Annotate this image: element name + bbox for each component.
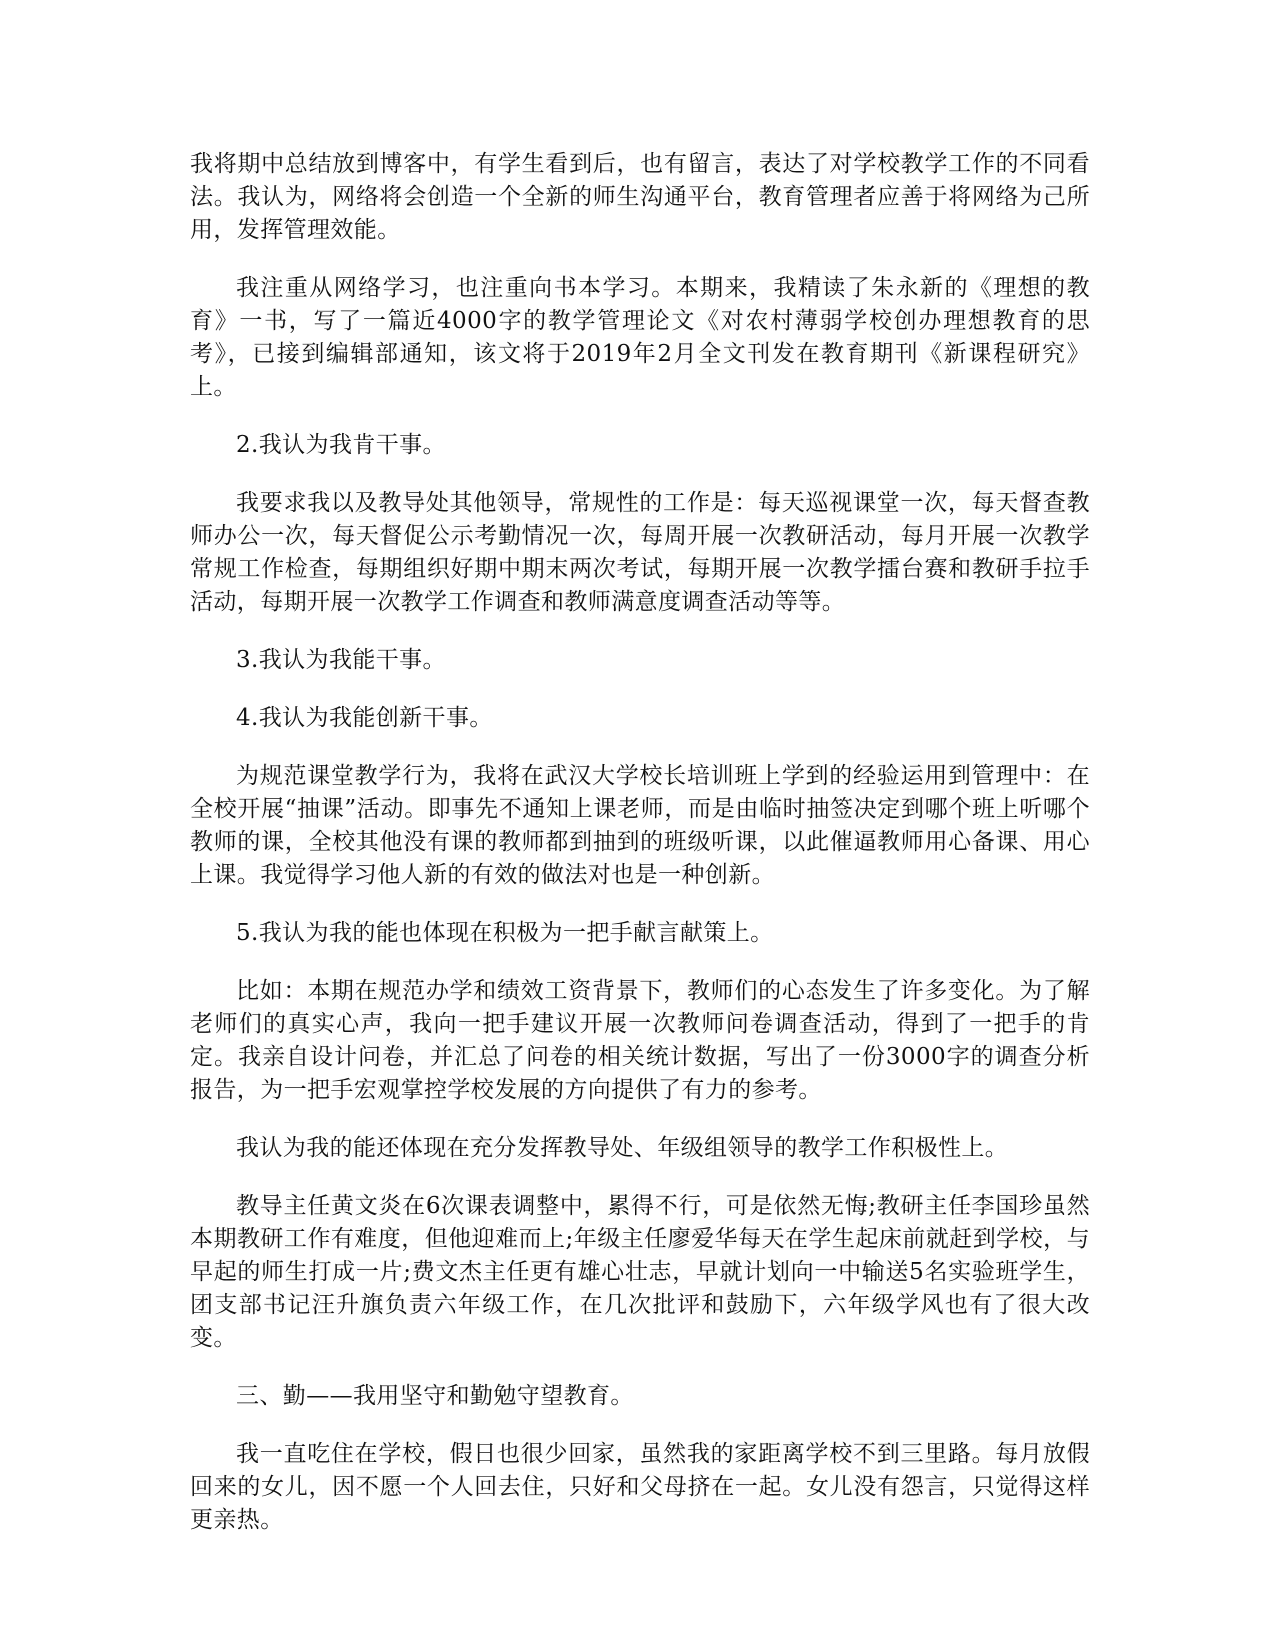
paragraph-living-at-school: 我一直吃住在学校，假日也很少回家，虽然我的家距离学校不到三里路。每月放假回来的女儿，因不愿一个人回去住，只好和父母挤在一起。女儿没有怨言，只觉得这样更亲热。 — [190, 1441, 1090, 1533]
paragraph-leadership-motivation: 我认为我的能还体现在充分发挥教导处、年级组领导的教学工作积极性上。 — [236, 1135, 1009, 1161]
paragraph-teacher-survey: 比如：本期在规范办学和绩效工资背景下，教师们的心态发生了许多变化。为了解老师们的真实心声，我向一把手建议开展一次教师问卷调查活动，得到了一把手的肯定。我亲自设计问卷，并汇总了问卷的相关统计数据，写出了一份3000字的调查分析报告，为一把手宏观掌控学校发展的方向提供了有力的参考。 — [190, 978, 1090, 1103]
heading-innovative-work: 4.我认为我能创新干事。 — [236, 705, 493, 731]
heading-willing-to-work: 2.我认为我肯干事。 — [236, 432, 446, 458]
paragraph-blog-summary: 我将期中总结放到博客中，有学生看到后，也有留言，表达了对学校教学工作的不同看法。我认为，网络将会创造一个全新的师生沟通平台，教育管理者应善于将网络为己所用，发挥管理效能。 — [190, 151, 1090, 243]
heading-advice-to-leader: 5.我认为我的能也体现在积极为一把手献言献策上。 — [236, 920, 774, 946]
document-body — [190, 148, 1090, 1562]
heading-diligence: 三、勤——我用坚守和勤勉守望教育。 — [236, 1383, 634, 1409]
paragraph-class-inspection: 为规范课堂教学行为，我将在武汉大学校长培训班上学到的经验运用到管理中：在全校开展“抽课”活动。即事先不通知上课老师，而是由临时抽签决定到哪个班上听哪个教师的课，全校其他没有课的教师都到抽到的班级听课，以此催逼教师用心备课、用心上课。我觉得学习他人新的有效的做法对也是一种创新。 — [190, 763, 1090, 888]
heading-able-to-work: 3.我认为我能干事。 — [236, 647, 446, 673]
paragraph-book-study: 我注重从网络学习，也注重向书本学习。本期来，我精读了朱永新的《理想的教育》一书，写了一篇近4000字的教学管理论文《对农村薄弱学校创办理想教育的思考》，已接到编辑部通知，该文将于2019年2月全文刊发在教育期刊《新课程研究》上。 — [190, 275, 1090, 400]
paragraph-staff-examples: 教导主任黄文炎在6次课表调整中，累得不行，可是依然无悔;教研主任李国珍虽然本期教研工作有难度，但他迎难而上;年级主任廖爱华每天在学生起床前就赶到学校，与早起的师生打成一片;费文杰主任更有雄心壮志，早就计划向一中输送5名实验班学生，团支部书记汪升旗负责六年级工作，在几次批评和鼓励下，六年级学风也有了很大改变。 — [190, 1193, 1090, 1351]
paragraph-routine-work: 我要求我以及教导处其他领导，常规性的工作是：每天巡视课堂一次，每天督查教师办公一次，每天督促公示考勤情况一次，每周开展一次教研活动，每月开展一次教学常规工作检查，每期组织好期中期末两次考试，每期开展一次教学擂台赛和教研手拉手活动，每期开展一次教学工作调查和教师满意度调查活动等等。 — [190, 490, 1090, 615]
